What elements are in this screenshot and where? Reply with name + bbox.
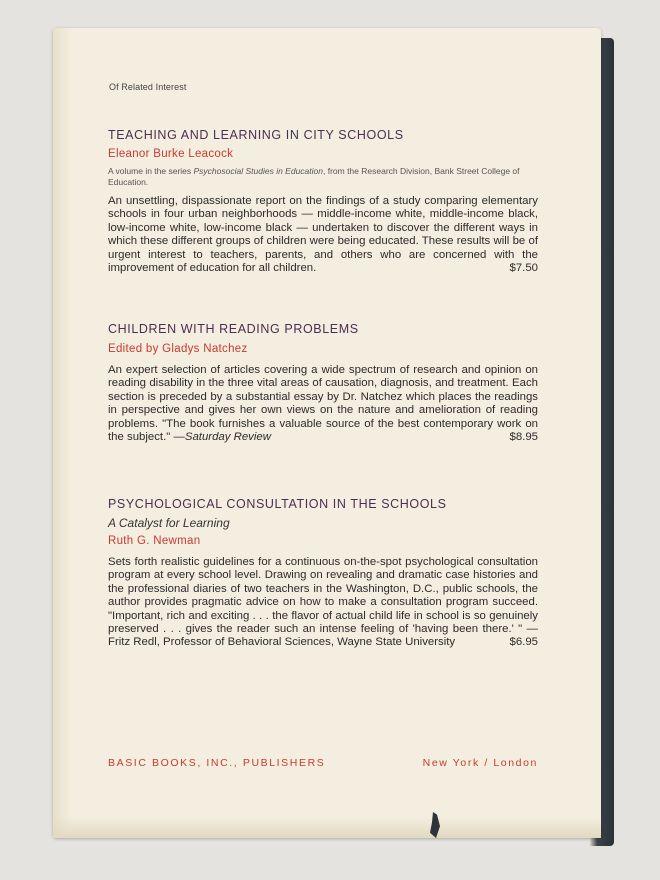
- book-subtitle: A Catalyst for Learning: [108, 516, 230, 530]
- book-author: Eleanor Burke Leacock: [108, 148, 234, 160]
- book-series-note: A volume in the series Psychosocial Studies in Education, from the Research Division, Bank Street College of Education.: [108, 166, 520, 187]
- book-title: CHILDREN WITH READING PROBLEMS: [108, 322, 359, 336]
- cover-wear-bottom: [53, 816, 601, 838]
- book-price: $8.95: [509, 431, 538, 444]
- book-title: PSYCHOLOGICAL CONSULTATION IN THE SCHOOLS: [108, 497, 447, 511]
- book-entry-1: [108, 128, 538, 275]
- book-price: $6.95: [509, 636, 538, 649]
- book-entry-2: [108, 322, 538, 444]
- publisher-locations: New York / London: [422, 757, 538, 769]
- book-entry-3: [108, 497, 538, 650]
- cover-wear-left: [53, 28, 71, 838]
- book-title: TEACHING AND LEARNING IN CITY SCHOOLS: [108, 128, 404, 142]
- book-author: Edited by Gladys Natchez: [108, 343, 248, 355]
- book-price: $7.50: [509, 262, 538, 275]
- book-author: Ruth G. Newman: [108, 535, 201, 547]
- book-description: An expert selection of articles covering a wide spectrum of research and opinion on reading disability in the three vital areas of causation, diagnosis, and treatment. Each section is preceded by a substantial essay by Dr. Natchez which places the readings in perspective and gives her own views on the nature and amelioration of reading problems. "The book furnishes a valuable source of the best contemporary work on the subject." —Saturday Review $8.95: [108, 364, 538, 444]
- publisher-footer: [108, 757, 538, 769]
- publisher-name: BASIC BOOKS, INC., PUBLISHERS: [108, 757, 326, 769]
- book-description: Sets forth realistic guidelines for a continuous on-the-spot psychological consultation program at every school level. Drawing on revealing and dramatic case histories and the professional diaries of two teachers in the Washington, D.C., public schools, the author provides pragmatic advice on how to make a consultation program succeed. "Important, rich and exciting . . . the flavor of actual child life in school is so genuinely preserved . . . gives the reader such an intense feeling of 'having been there.' " —Fritz Redl, Professor of Behavioral Sciences, Wayne State University $6.95: [108, 556, 538, 649]
- book-description: An unsettling, dispassionate report on the findings of a study comparing elementary schools in four urban neighborhoods — middle-income white, middle-income black, low-income white, low-income black — undertaken to discover the different ways in which these different groups of children were being educated. These results will be of urgent interest to teachers, parents, and others who are concerned with the improvement of education for all children. $7.50: [108, 195, 538, 275]
- related-heading: Of Related Interest: [109, 82, 187, 92]
